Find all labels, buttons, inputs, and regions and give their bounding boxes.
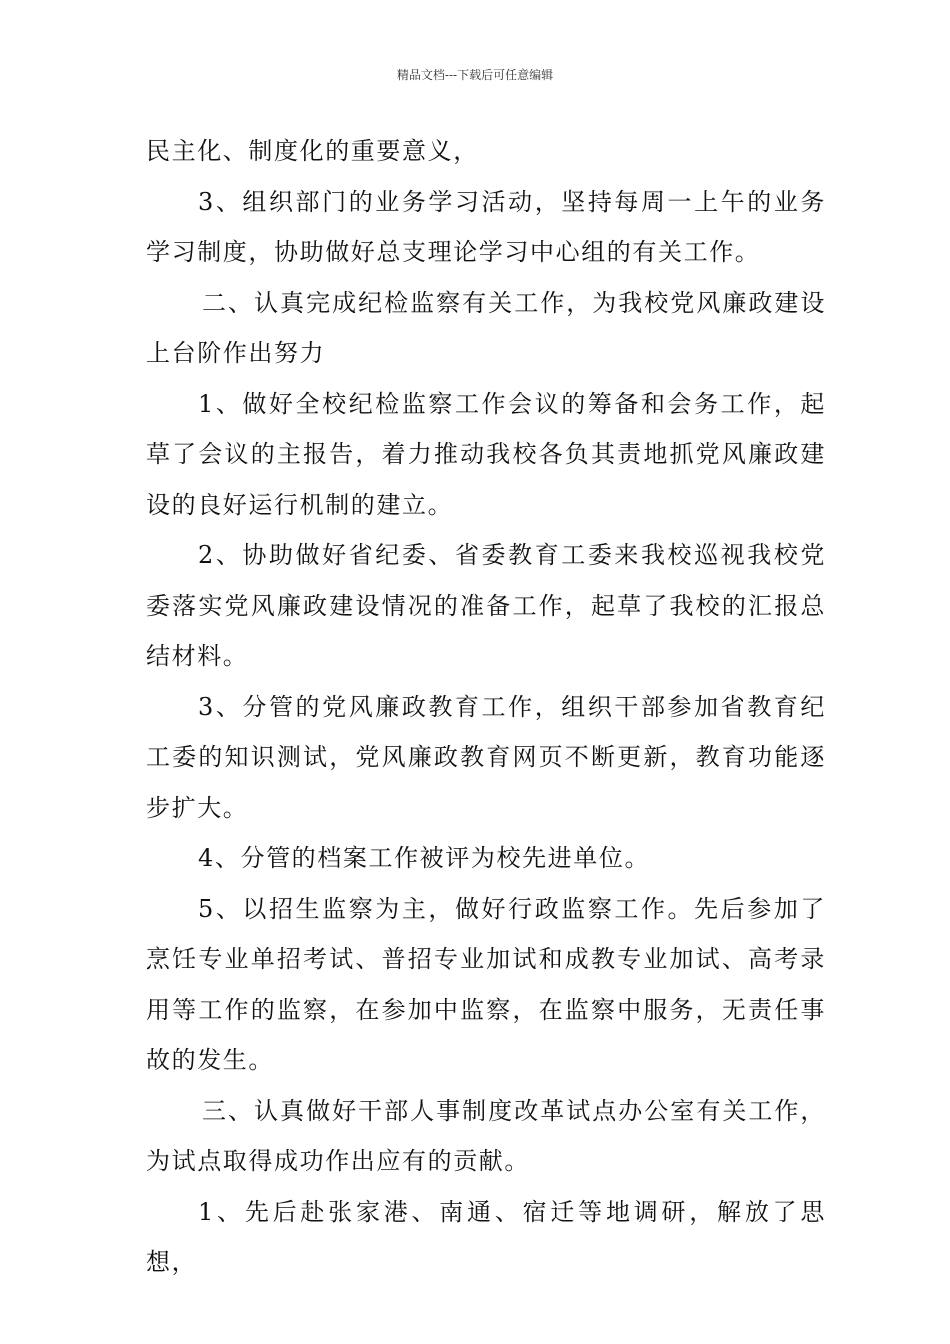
page-header: 精品文档---下载后可任意编辑 xyxy=(396,68,554,82)
paragraph-item-3-study: 3、组织部门的业务学习活动，坚持每周一上午的业务学习制度，协助做好总支理论学习中心组的有关工作。 xyxy=(146,187,826,266)
document-body xyxy=(146,126,826,1288)
paragraph-continuation: 民主化、制度化的重要意义， xyxy=(146,137,479,165)
section-heading-2: 二、认真完成纪检监察有关工作，为我校党风廉政建设上台阶作出努力 xyxy=(146,288,826,367)
paragraph-item-1-research: 1、先后赴张家港、南通、宿迁等地调研，解放了思想， xyxy=(146,1197,826,1276)
paragraph-item-1-meeting: 1、做好全校纪检监察工作会议的筹备和会务工作，起草了会议的主报告，着力推动我校各负其责地抓党风廉政建设的良好运行机制的建立。 xyxy=(146,389,826,519)
section-heading-3: 三、认真做好干部人事制度改革试点办公室有关工作，为试点取得成功作出应有的贡献。 xyxy=(146,1096,826,1175)
paragraph-item-5-supervision: 5、以招生监察为主，做好行政监察工作。先后参加了烹饪专业单招考试、普招专业加试和成教专业加试、高考录用等工作的监察，在参加中监察，在监察中服务，无责任事故的发生。 xyxy=(146,894,826,1074)
paragraph-item-2-inspection: 2、协助做好省纪委、省委教育工委来我校巡视我校党委落实党风廉政建设情况的准备工作，起草了我校的汇报总结材料。 xyxy=(146,541,826,670)
paragraph-item-3-education: 3、分管的党风廉政教育工作，组织干部参加省教育纪工委的知识测试，党风廉政教育网页不断更新，教育功能逐步扩大。 xyxy=(146,692,826,822)
paragraph-item-4-archives: 4、分管的档案工作被评为校先进单位。 xyxy=(198,844,651,872)
